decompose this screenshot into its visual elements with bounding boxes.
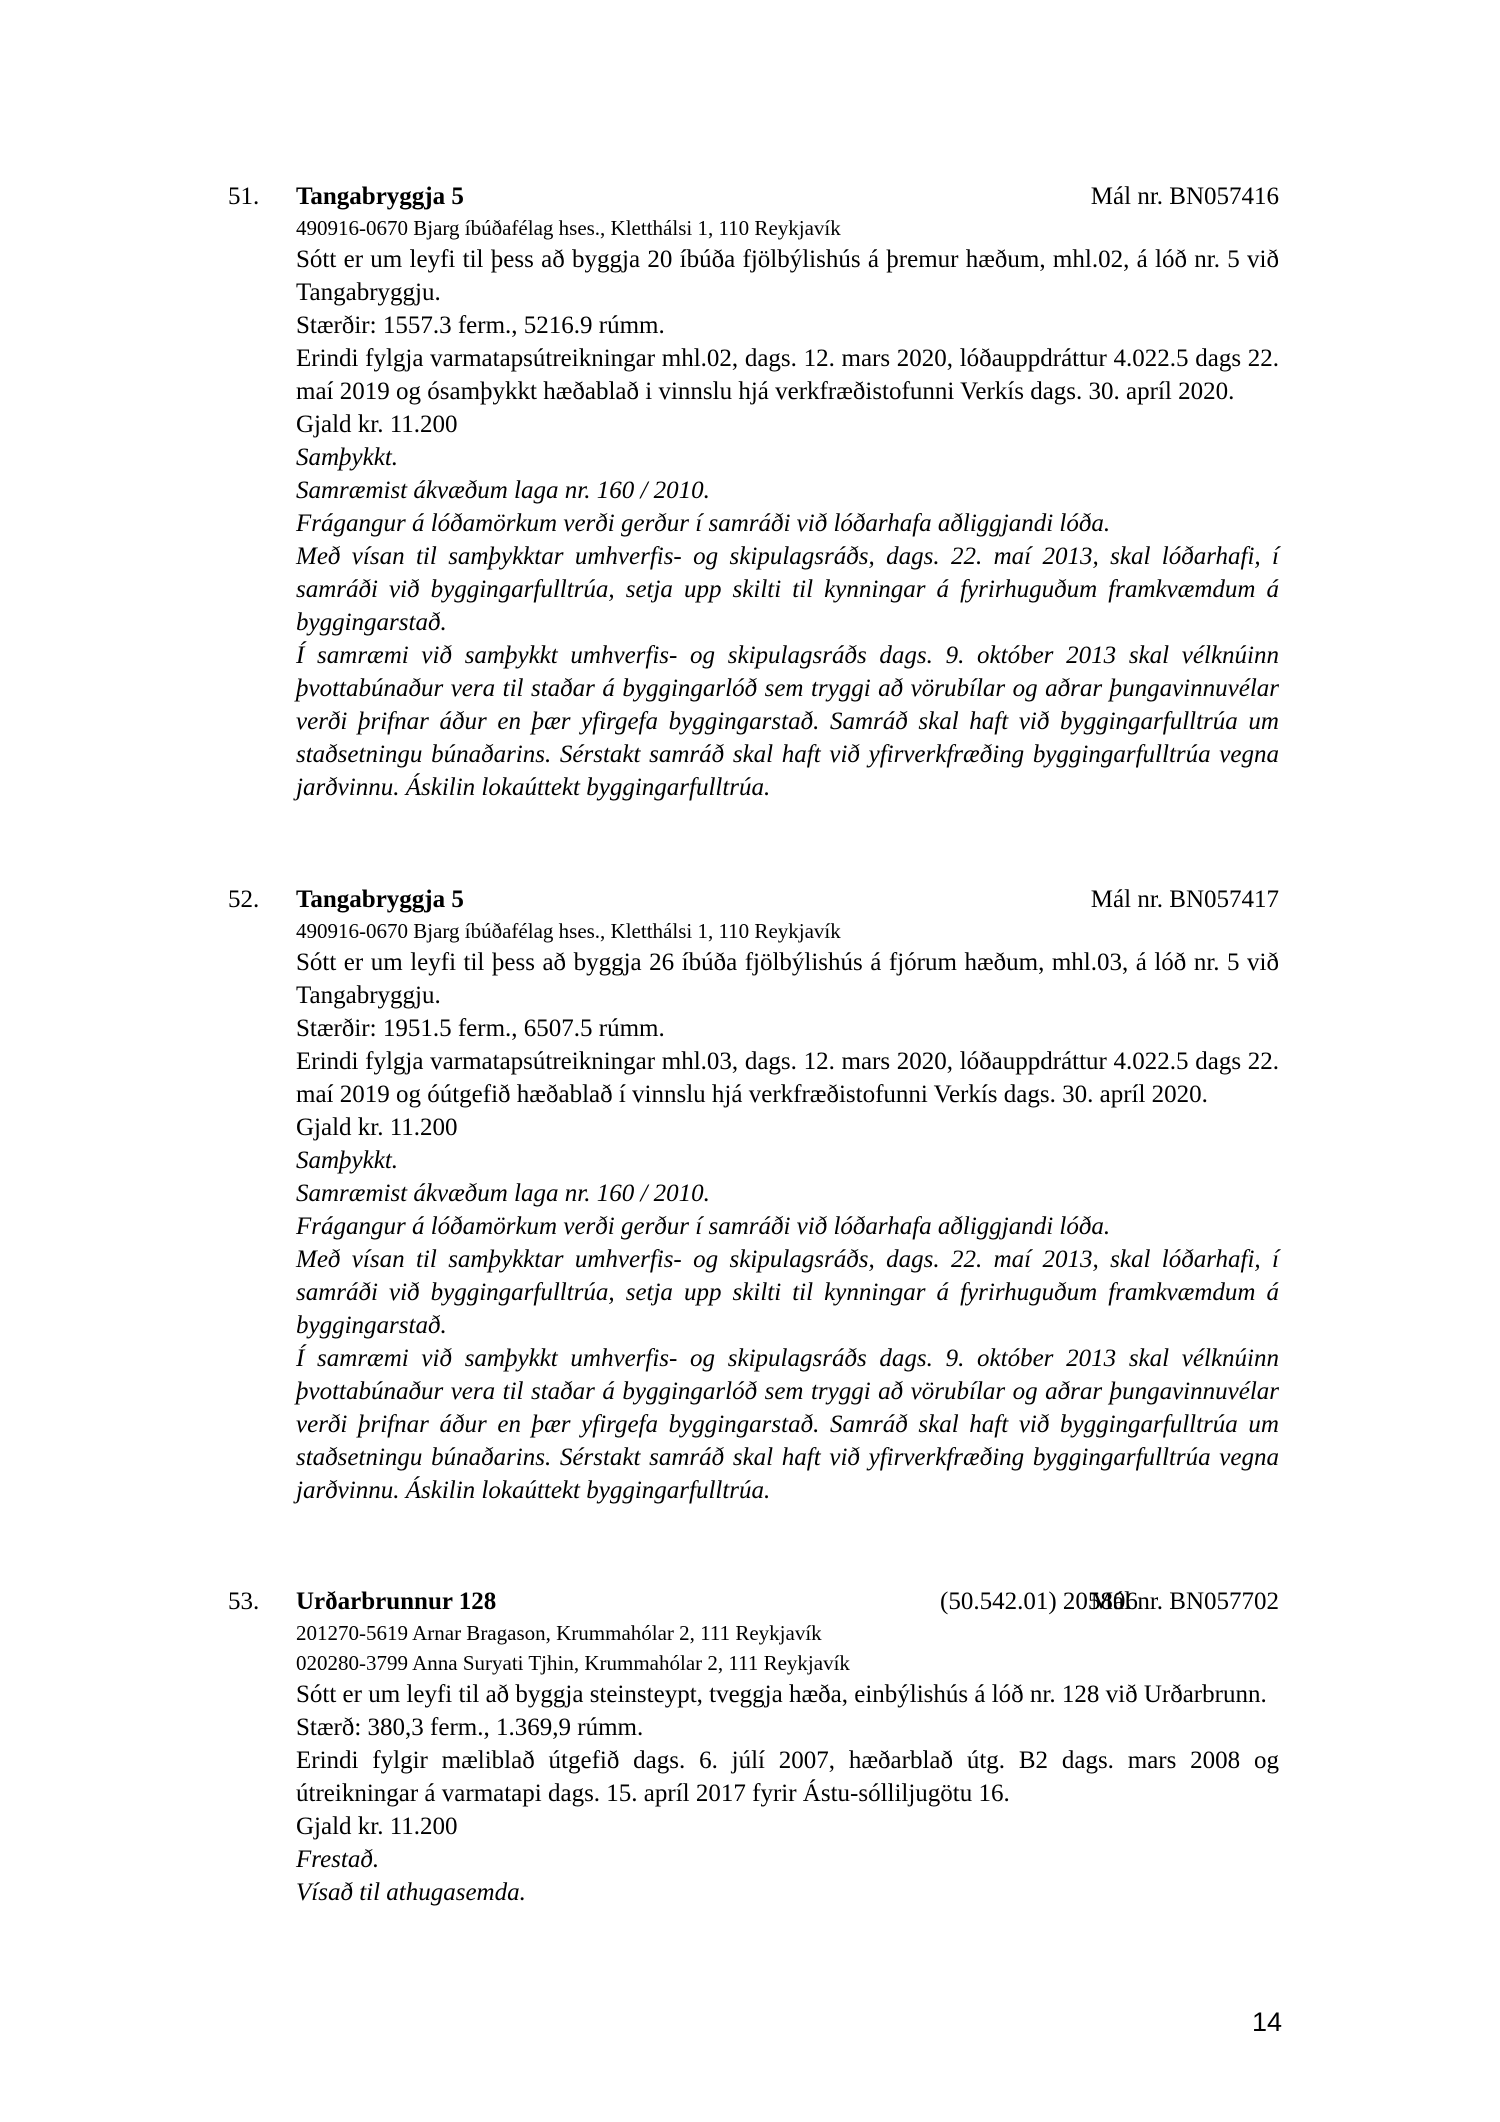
- lot-boundary-note: Frágangur á lóðamörkum verði gerður í samráði við lóðarhafa aðliggjandi lóða.: [296, 510, 1111, 537]
- description: Sótt er um leyfi til þess að byggja 26 íbúða fjölbýlishús á fjórum hæðum, mhl.03, á lóð nr. 5 við Tangabryggju.: [296, 949, 1279, 1009]
- entry-body: [296, 1618, 1279, 1909]
- size-line: Stærðir: 1557.3 ferm., 5216.9 rúmm.: [296, 312, 665, 339]
- entry-body: [296, 916, 1279, 1507]
- fee-line: Gjald kr. 11.200: [296, 411, 458, 438]
- fee-line: Gjald kr. 11.200: [296, 1114, 458, 1141]
- applicant-line: 490916-0670 Bjarg íbúðafélag hses., Kletthálsi 1, 110 Reykjavík: [296, 216, 841, 240]
- entry-header: [228, 180, 1279, 213]
- property-title: Tangabryggja 5: [296, 183, 464, 210]
- size-line: Stærð: 380,3 ferm., 1.369,9 rúmm.: [296, 1714, 644, 1741]
- description: Sótt er um leyfi til að byggja steinsteypt, tveggja hæða, einbýlishús á lóð nr. 128 við Urðarbrunn.: [296, 1681, 1267, 1708]
- entry-header: [228, 1585, 1279, 1618]
- description: Sótt er um leyfi til þess að byggja 20 íbúða fjölbýlishús á þremur hæðum, mhl.02, á lóð nr. 5 við Tangabryggju.: [296, 246, 1279, 306]
- documents-line: Erindi fylgja varmatapsútreikningar mhl.02, dags. 12. mars 2020, lóðauppdráttur 4.022.5 dags 22. maí 2019 og ósamþykkt hæðablað i vinnslu hjá verkfræðistofunni Verkís dags. 30. apríl 2020.: [296, 345, 1279, 405]
- entry-body: [296, 213, 1279, 804]
- washing-equipment-note: Í samræmi við samþykkt umhverfis- og skipulagsráðs dags. 9. október 2013 skal vélknúinn þvottabúnaður vera til staðar á byggingarlóð sem tryggi að vörubílar og aðrar þungavinnuvélar verði þrifnar áður en þær yfirgefa byggingarstað. Samráð skal haft við byggingarfulltrúa um staðsetningu búnaðarins. Sérstakt samráð skal haft við yfirverkfræðing byggingarfulltrúa vegna jarðvinnu. Áskilin lokaúttekt byggingarfulltrúa.: [296, 642, 1279, 801]
- entry-header: [228, 883, 1279, 916]
- case-number: Mál nr. BN057702: [1090, 1588, 1279, 1615]
- case-entry-53: [228, 1585, 1279, 1909]
- fee-line: Gjald kr. 11.200: [296, 1813, 458, 1840]
- case-entry-52: [228, 883, 1279, 1507]
- decision: Frestað.: [296, 1846, 380, 1873]
- decision: Samþykkt.: [296, 444, 399, 471]
- entry-number: 53.: [228, 1588, 260, 1615]
- property-title: Tangabryggja 5: [296, 886, 464, 913]
- sign-note: Með vísan til samþykktar umhverfis- og skipulagsráðs, dags. 22. maí 2013, skal lóðarhafi, í samráði við byggingarfulltrúa, setja upp skilti til kynningar á fyrirhuguðum framkvæmdum á byggingarstað.: [296, 543, 1279, 636]
- applicant-line: 490916-0670 Bjarg íbúðafélag hses., Kletthálsi 1, 110 Reykjavík: [296, 919, 841, 943]
- applicant-line: 201270-5619 Arnar Bragason, Krummahólar 2, 111 Reykjavík: [296, 1621, 822, 1645]
- size-line: Stærðir: 1951.5 ferm., 6507.5 rúmm.: [296, 1015, 665, 1042]
- case-number: Mál nr. BN057417: [1090, 886, 1279, 913]
- sign-note: Með vísan til samþykktar umhverfis- og skipulagsráðs, dags. 22. maí 2013, skal lóðarhafi, í samráði við byggingarfulltrúa, setja upp skilti til kynningar á fyrirhuguðum framkvæmdum á byggingarstað.: [296, 1246, 1279, 1339]
- decision: Samþykkt.: [296, 1147, 399, 1174]
- washing-equipment-note: Í samræmi við samþykkt umhverfis- og skipulagsráðs dags. 9. október 2013 skal vélknúinn þvottabúnaður vera til staðar á byggingarlóð sem tryggi að vörubílar og aðrar þungavinnuvélar verði þrifnar áður en þær yfirgefa byggingarstað. Samráð skal haft við byggingarfulltrúa um staðsetningu búnaðarins. Sérstakt samráð skal haft við yfirverkfræðing byggingarfulltrúa vegna jarðvinnu. Áskilin lokaúttekt byggingarfulltrúa.: [296, 1345, 1279, 1504]
- case-number: Mál nr. BN057416: [1090, 183, 1279, 210]
- documents-line: Erindi fylgja varmatapsútreikningar mhl.03, dags. 12. mars 2020, lóðauppdráttur 4.022.5 dags 22. maí 2019 og óútgefið hæðablað í vinnslu hjá verkfræðistofunni Verkís dags. 30. apríl 2020.: [296, 1048, 1279, 1108]
- entry-number: 52.: [228, 886, 260, 913]
- property-title: Urðarbrunnur 128: [296, 1588, 497, 1615]
- referral-note: Vísað til athugasemda.: [296, 1879, 526, 1906]
- lot-boundary-note: Frágangur á lóðamörkum verði gerður í samráði við lóðarhafa aðliggjandi lóða.: [296, 1213, 1111, 1240]
- law-note: Samræmist ákvæðum laga nr. 160 / 2010.: [296, 477, 710, 504]
- entry-number: 51.: [228, 183, 260, 210]
- page-number: 14: [1252, 2007, 1283, 2037]
- law-note: Samræmist ákvæðum laga nr. 160 / 2010.: [296, 1180, 710, 1207]
- documents-line: Erindi fylgir mæliblað útgefið dags. 6. júlí 2007, hæðarblað útg. B2 dags. mars 2008 og útreikningar á varmatapi dags. 15. apríl 2017 fyrir Ástu-sólliljugötu 16.: [296, 1747, 1279, 1807]
- applicant-line: 020280-3799 Anna Suryati Tjhin, Krummahólar 2, 111 Reykjavík: [296, 1651, 850, 1675]
- land-reference: (50.542.01) 205806: [940, 1588, 1138, 1615]
- case-entry-51: [228, 180, 1279, 804]
